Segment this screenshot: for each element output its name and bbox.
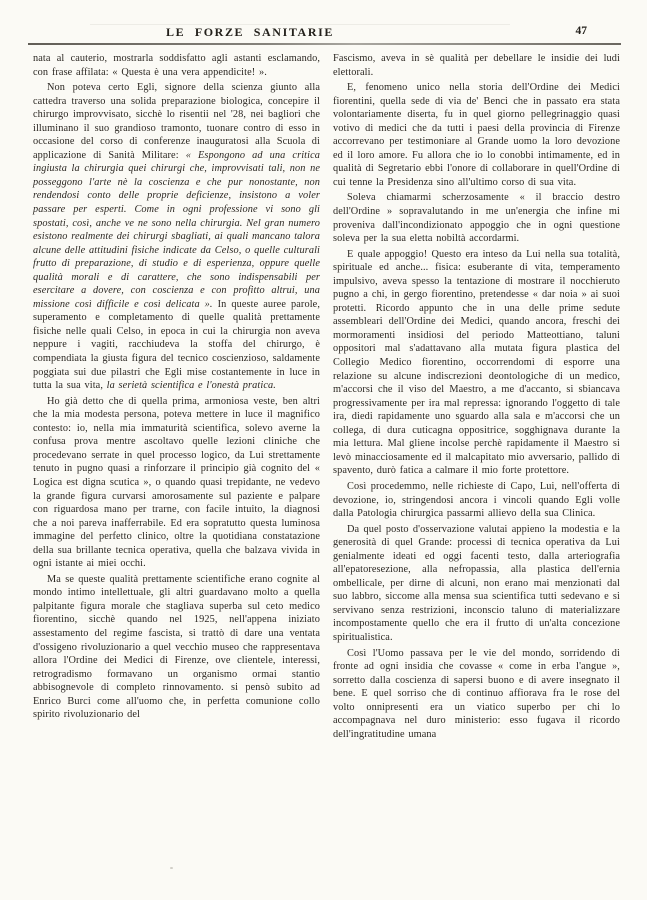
header-rule xyxy=(28,43,621,45)
journal-title: LE FORZE SANITARIE xyxy=(166,25,334,39)
paragraph xyxy=(333,480,620,521)
paragraph xyxy=(333,523,620,645)
paragraph xyxy=(333,647,620,742)
left-column xyxy=(33,52,320,741)
paragraph xyxy=(333,248,620,478)
right-column xyxy=(333,52,620,741)
text-run: Soleva chiamarmi scherzosamente « il braccio destro dell'Ordine » sopravalutando in me un'energia che infine mi proveniva dall'incondizionato appoggio che in ogni questione soleva per la sua eletta nobiltà accordarmi. xyxy=(333,192,620,245)
text-run: Fascismo, aveva in sè qualità per debellare le insidie dei ludi elettorali. xyxy=(333,53,620,78)
text-run: In queste auree parole, superamento e completamento di quelle qualità prettamente fisiche nelle quali Celso, in epoca in cui la chirurgia non aveva neppure i vagiti, racchiudeva la stoffa del chirurgo, è compendiata la giusta figura del tecnico coscienzioso, saldamente poggiata sui due pilastri che Egli mise costantemente in luce in tutta la sua vita, xyxy=(33,298,321,392)
italic-text-run: la serietà scientifica e l'onestà pratica. xyxy=(106,380,276,392)
text-run: Così procedemmo, nelle richieste di Capo, Lui, nell'offerta di devozione, io, stringendosi ancora i vincoli quando Egli volle dalla Patologia chirurgica passarmi allievo della sua Clinica. xyxy=(333,480,620,520)
paragraph xyxy=(33,52,320,79)
text-run: Non poteva certo Egli, signore della scienza giunto alla cattedra traverso una solida preparazione biologica, concepire il chirurgo improvvisato, sicchè lo risentii nel '28, nei bagliori che illuminano il suo grandioso tramonto, tuonare contro di esso in occasione del corso di conferenze inauguratosi alla Scuola di applicazione di Sanità Militare: xyxy=(33,82,320,161)
running-head xyxy=(0,0,647,44)
paragraph xyxy=(333,52,620,79)
text-run: Ho già detto che di quella prima, armoniosa veste, ben altri che la mia modesta persona, poteva mettere in luce il magnifico contesto: io, nella mia immaturità scientifica, solevo averne la confusa prova mentre ascoltavo quelle lezioni cliniche che procedevano serrate in quel processo logico, da Lui strettamente tenuto in pugno quasi a rinforzare il principio già cognito del « Logica est digna scutica », o quando quasi trepidante, ne vedevo la grande figura curvarsi amorosamente sul paziente e palpare con riguardosa mano per trarne, con facile intuito, la diagnosi che a noi pareva inafferrabile. Ed era sopratutto questa luminosa immagine del perfetto clinico, oltre la quotidiana constatazione della sua brillante tecnica operativa, quella che balzava vivida in ogni istante ai miei occhi. xyxy=(33,395,320,570)
text-run: nata al cauterio, mostrarla soddisfatto agli astanti esclamando, con frase affilata: « Questa è una vera appendicite! ». xyxy=(33,53,320,78)
article-text-block xyxy=(33,52,620,741)
text-run: Ma se queste qualità prettamente scientifiche erano cognite al mondo intimo intellettuale, gli altri guardavano molto a quella palpitante figura morale che stagliava superba sul ceto medico fiorentino, sicchè quando nel 1925, nell'appena iniziato assestamento del regime fascista, si trattò di dare una ventata d'ossigeno rivoluzionario a quel vecchio museo che rappresentava allora l'Ordine dei Medici di Firenze, ove clientele, interessi, retrogradismo formavano un organismo ormai stantio abbisognevole di completo rinnovamento. si pensò subito ad Enrico Burci come all'uomo che, in perfetta comunione collo spirito rivoluzionario del xyxy=(33,573,320,721)
paragraph xyxy=(33,395,320,571)
page-number: 47 xyxy=(575,25,587,37)
text-run: E quale appoggio! Questo era inteso da Lui nella sua totalità, spirituale ed anche... fisica: esuberante di vita, temperamento impulsivo, aveva spesso la tentazione di mostrare il nocchieruto pugno a chi, in gergo fiorentino, pretendesse « dar noia » ai suoi protetti. Ricordo appunto che in una delle prime sedute assembleari dell'Ordine dei Medici, quando ancora, freschi dei mormoramenti insidiosi del periodo Matteottiano, taluni oppositori mal s'adattavano alla mutata figura plastica del Collegio Medico fiorentino, occorrendomi di esporre una relazione su alcune indiscrezioni deontologiche di un medico, m'accorsi che il viso del Maestro, a me d'accanto, si sbiancava progressivamente per ira mal repressa: ignorando l'oggetto di tale ira, diedi rapidamente uno sguardo alla sala e m'accorsi che un collega, di dura cuticagna oppositrice, sogghignava durante la mia lettura. Mal gliene incolse perchè rapidamente il Maestro si levò minacciosamente ed il malcapitato mio avversario, pallido di spavento, durò fatica a calmare il mio forte protettore. xyxy=(333,248,620,477)
paragraph xyxy=(333,191,620,245)
paragraph xyxy=(333,81,620,189)
paragraph xyxy=(33,573,320,722)
scan-artifact-speck xyxy=(170,867,173,869)
paragraph xyxy=(33,81,320,393)
text-run: Così l'Uomo passava per le vie del mondo, sorridendo di fronte ad ogni insidia che covasse « come in erba l'angue », sorretto dalla coscienza di sapersi buono e di avere insegnato il bene. E quel sorriso che di continuo affiorava fra le rose del volto onnipresenti era un viatico superbo per chi lo accompagnava nel duro ministerio: esso fugava il ricordo dell'ingratitudine umana xyxy=(333,647,620,740)
text-run: Da quel posto d'osservazione valutai appieno la modestia e la generosità di quel Grande: processi di tecnica operativa da Lui genialmente ideati ed oggi facenti testo, dalla arteriografia all'epatoresezione, alla nefropassia, alla plastica dell'ernia ombellicale, per dirne di alcuni, non erano mai menzionati dal suo labbro, siccome alla mensa sua scientifica tutti sedevano e si servivano senza restrizioni, inconscio taluno di materializzare incompostamente quello che era il frutto di un'alta concezione spiritualistica. xyxy=(333,523,620,643)
italic-text-run: « Espongono ad una critica ingiusta la chirurgia quei chirurgi che, improvvisati tali, non ne posseggono l'arte nè la coscienza e che pur nonostante, non rendendosi conto delle proprie deficienze, insistono a voler passare per esperti. Come in ogni professione vi sono gli spostati, così, anche ve ne sono nella chirurgia. Nel gran numero esistono realmente dei chirurgi sbagliati, ai quali mancano talora alcune delle attitudini fisiche indicate da Celso, o quelle culturali frutto di preparazione, di studio e di esperienza, oppure quelle qualità morali e di carattere, che sono indispensabili per esercitare a dovere, con coscienza e con profitto altrui, una missione così difficile e così delicata ». xyxy=(33,149,320,310)
text-run: E, fenomeno unico nella storia dell'Ordine dei Medici fiorentini, quella sede di via de' Benci che in passato era stata volontariamente diserta, fu in quel giorno pellegrinaggio quasi votivo di medici che da tutti i paesi della provincia di Firenze accorrevano per testimoniare al Grande uomo la loro devozione ed il loro amore. Fu allora che io lo conobbi intimamente, ed in qualità di Segretario ebbi l'onore di collaborare in quell'Ordine di cui tenne la Presidenza sino all'ultimo corso di sua vita. xyxy=(333,82,620,188)
